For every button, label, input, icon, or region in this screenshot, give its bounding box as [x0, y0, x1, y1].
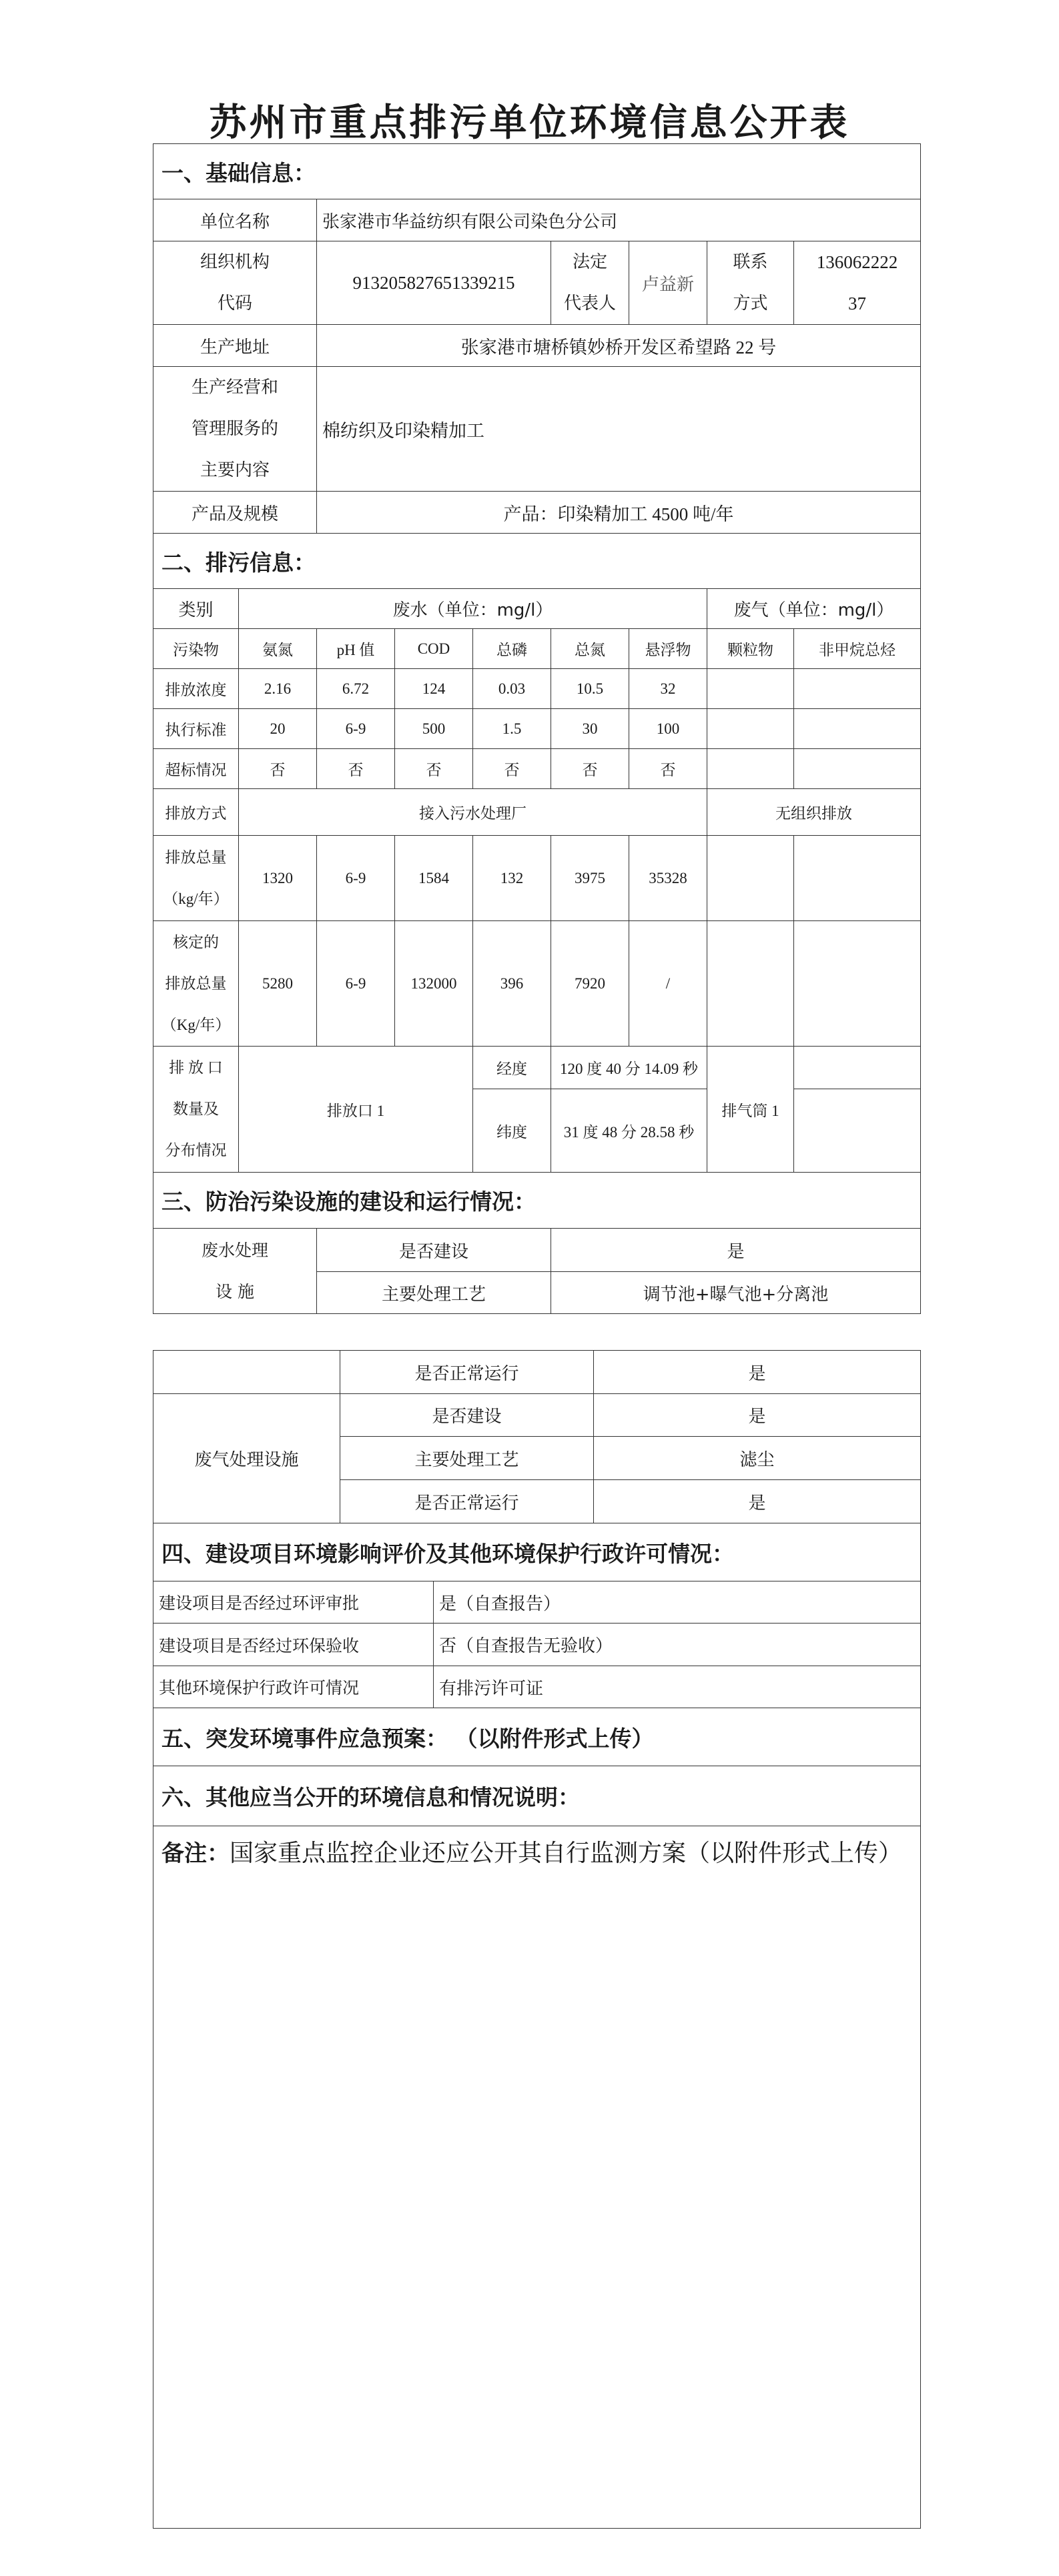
unit-name-value: 张家港市华益纺织有限公司染色分公司 [317, 199, 921, 241]
total-cell: 35328 [629, 836, 707, 921]
approved-label: 核定的 排放总量 （Kg/年） [153, 921, 239, 1047]
water-running-value: 是 [594, 1351, 921, 1394]
section-emergency: 五、突发环境事件应急预案： （以附件形式上传） [153, 1708, 921, 1766]
org-code-label: 组织机构 代码 [153, 241, 317, 325]
water-facility-label: 废水处理 设 施 [153, 1229, 317, 1314]
water-process-value: 调节池+曝气池+分离池 [551, 1272, 921, 1314]
exceed-cell: 否 [317, 749, 395, 789]
standard-cell: 500 [395, 709, 473, 749]
standard-label: 执行标准 [153, 709, 239, 749]
exceed-cell [707, 749, 794, 789]
water-running-label: 是否正常运行 [340, 1351, 594, 1394]
exceed-cell: 否 [629, 749, 707, 789]
latitude-value: 31 度 48 分 28.58 秒 [551, 1089, 707, 1173]
total-cell: 3975 [551, 836, 629, 921]
total-cell: 6-9 [317, 836, 395, 921]
concentration-cell: 32 [629, 669, 707, 709]
section-facilities: 三、防治污染设施的建设和运行情况： [153, 1173, 921, 1229]
approved-cell: 6-9 [317, 921, 395, 1047]
section-discharge-info: 二、排污信息： [153, 534, 921, 589]
gas-built-value: 是 [594, 1394, 921, 1437]
total-cell [707, 836, 794, 921]
note-label: 备注： [161, 1840, 230, 1867]
pollutant-label: 污染物 [153, 629, 239, 669]
contact-value: 136062222 37 [794, 241, 921, 325]
outlet-name: 排放口 1 [239, 1047, 473, 1173]
info-table-part-2 [153, 1350, 921, 2529]
total-cell [794, 836, 921, 921]
concentration-cell: 10.5 [551, 669, 629, 709]
eia-acceptance-value: 否（自查报告无验收） [434, 1624, 921, 1666]
category-label: 类别 [153, 589, 239, 629]
contact-label: 联系 方式 [707, 241, 794, 325]
concentration-cell: 0.03 [473, 669, 551, 709]
standard-cell: 100 [629, 709, 707, 749]
gas-header: 废气（单位：mg/l） [707, 589, 921, 629]
water-process-label: 主要处理工艺 [317, 1272, 551, 1314]
note-text: 国家重点监控企业还应公开其自行监测方案（以附件形式上传） [230, 1840, 903, 1867]
concentration-label: 排放浓度 [153, 669, 239, 709]
standard-cell [707, 709, 794, 749]
product-value: 产品：印染精加工 4500 吨/年 [317, 492, 921, 534]
longitude-label: 经度 [473, 1047, 551, 1089]
gas-built-label: 是否建设 [340, 1394, 594, 1437]
standard-cell: 6-9 [317, 709, 395, 749]
total-cell: 1320 [239, 836, 317, 921]
gas-facility-label: 废气处理设施 [153, 1394, 340, 1523]
exceed-cell [794, 749, 921, 789]
standard-cell [794, 709, 921, 749]
gas-outlet-empty-cell [794, 1089, 921, 1173]
info-table-part-1 [153, 143, 921, 1314]
standard-cell: 1.5 [473, 709, 551, 749]
concentration-cell: 6.72 [317, 669, 395, 709]
approved-cell [794, 921, 921, 1047]
note-cell [153, 1826, 921, 2529]
address-value: 张家港市塘桥镇妙桥开发区希望路 22 号 [317, 325, 921, 367]
approved-cell: 132000 [395, 921, 473, 1047]
eia-acceptance-label: 建设项目是否经过环保验收 [153, 1624, 434, 1666]
exceed-cell: 否 [551, 749, 629, 789]
concentration-cell: 124 [395, 669, 473, 709]
eia-approval-label: 建设项目是否经过环评审批 [153, 1581, 434, 1624]
section-other-info: 六、其他应当公开的环境信息和情况说明： [153, 1766, 921, 1826]
exceed-label: 超标情况 [153, 749, 239, 789]
gas-running-value: 是 [594, 1480, 921, 1523]
latitude-label: 纬度 [473, 1089, 551, 1173]
gas-process-value: 滤尘 [594, 1437, 921, 1480]
pollutant-cell: 颗粒物 [707, 629, 794, 669]
total-cell: 132 [473, 836, 551, 921]
address-label: 生产地址 [153, 325, 317, 367]
gas-running-label: 是否正常运行 [340, 1480, 594, 1523]
concentration-cell: 2.16 [239, 669, 317, 709]
approved-cell: 396 [473, 921, 551, 1047]
business-value: 棉纺织及印染精加工 [317, 367, 921, 492]
pollutant-cell: 总氮 [551, 629, 629, 669]
water-built-value: 是 [551, 1229, 921, 1272]
pollutant-cell: 氨氮 [239, 629, 317, 669]
exceed-cell: 否 [239, 749, 317, 789]
standard-cell: 20 [239, 709, 317, 749]
total-cell: 1584 [395, 836, 473, 921]
pollutant-cell: 非甲烷总烃 [794, 629, 921, 669]
concentration-cell [794, 669, 921, 709]
eia-permit-label: 其他环境保护行政许可情况 [153, 1666, 434, 1708]
water-running-empty-cell [153, 1351, 340, 1394]
legal-rep-label: 法定 代表人 [551, 241, 629, 325]
gas-method: 无组织排放 [707, 789, 921, 836]
gas-outlet: 排气筒 1 [707, 1047, 794, 1173]
approved-cell: 5280 [239, 921, 317, 1047]
pollutant-cell: COD [395, 629, 473, 669]
water-built-label: 是否建设 [317, 1229, 551, 1272]
pollutant-cell: pH 值 [317, 629, 395, 669]
unit-name-label: 单位名称 [153, 199, 317, 241]
approved-cell: / [629, 921, 707, 1047]
gas-process-label: 主要处理工艺 [340, 1437, 594, 1480]
legal-rep-value: 卢益新 [629, 241, 707, 325]
eia-permit-value: 有排污许可证 [434, 1666, 921, 1708]
outlet-label: 排 放 口 数量及 分布情况 [153, 1047, 239, 1173]
longitude-value: 120 度 40 分 14.09 秒 [551, 1047, 707, 1089]
water-header: 废水（单位：mg/l） [239, 589, 707, 629]
exceed-cell: 否 [395, 749, 473, 789]
eia-approval-value: 是（自查报告） [434, 1581, 921, 1624]
org-code-value: 913205827651339215 [317, 241, 551, 325]
page-title: 苏州市重点排污单位环境信息公开表 [209, 103, 850, 144]
pollutant-cell: 总磷 [473, 629, 551, 669]
pollutant-cell: 悬浮物 [629, 629, 707, 669]
section-eia: 四、建设项目环境影响评价及其他环境保护行政许可情况： [153, 1523, 921, 1581]
water-method: 接入污水处理厂 [239, 789, 707, 836]
gas-outlet-empty-cell [794, 1047, 921, 1089]
section-basic-info: 一、基础信息： [153, 144, 921, 199]
approved-cell [707, 921, 794, 1047]
exceed-cell: 否 [473, 749, 551, 789]
total-label: 排放总量 （kg/年） [153, 836, 239, 921]
concentration-cell [707, 669, 794, 709]
approved-cell: 7920 [551, 921, 629, 1047]
standard-cell: 30 [551, 709, 629, 749]
business-label: 生产经营和 管理服务的 主要内容 [153, 367, 317, 492]
method-label: 排放方式 [153, 789, 239, 836]
product-label: 产品及规模 [153, 492, 317, 534]
